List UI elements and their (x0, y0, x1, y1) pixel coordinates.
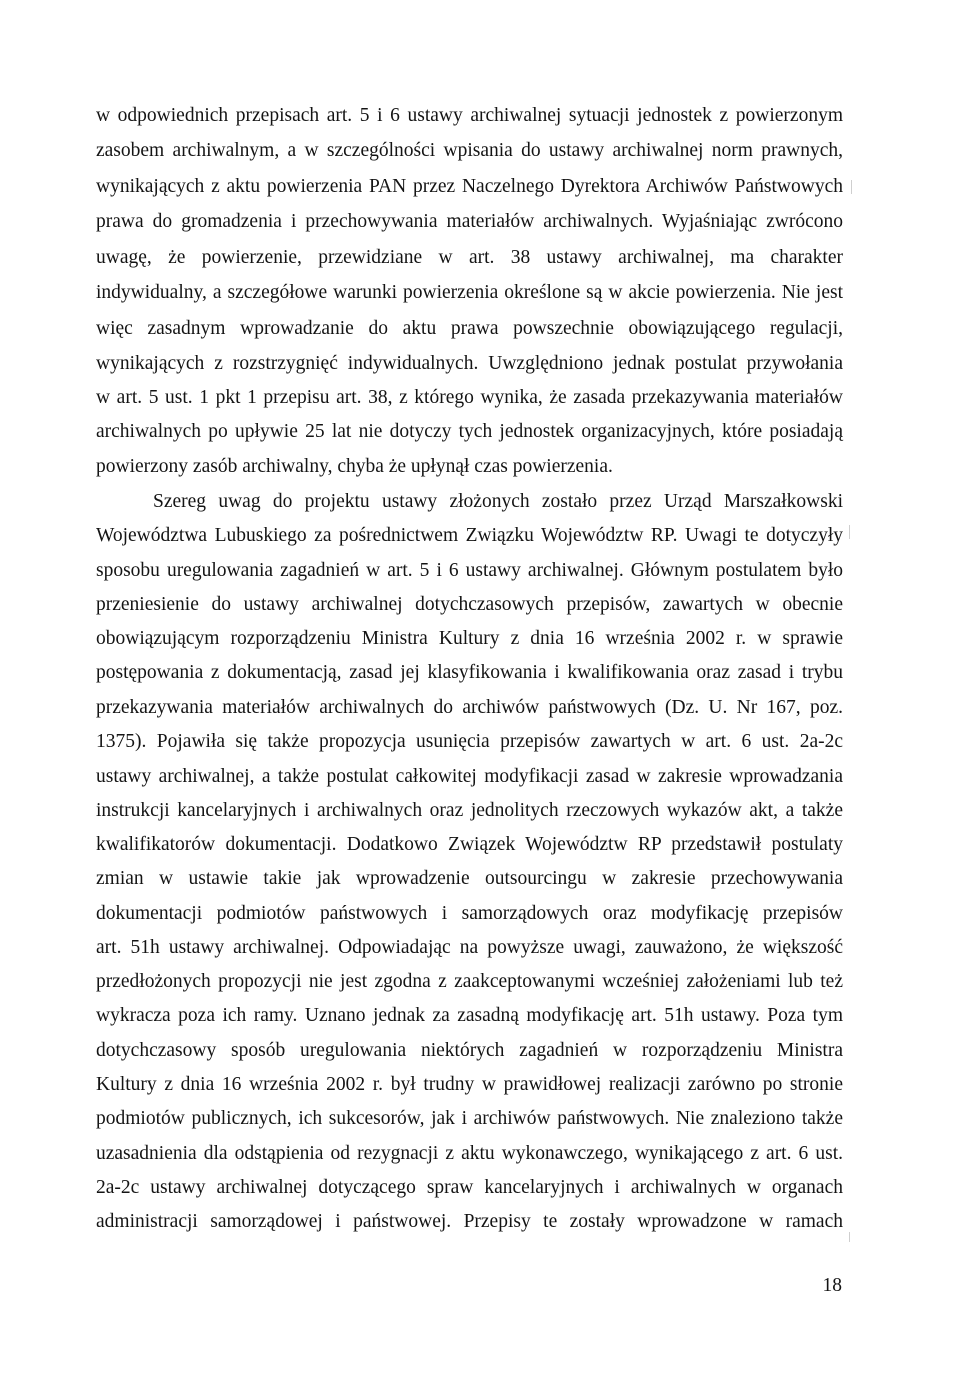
text-line: dokumentacji podmiotów państwowych i samorządowych oraz modyfikację przepisów (96, 903, 843, 924)
text-line: powierzony zasób archiwalny, chyba że upłynął czas powierzenia. (96, 456, 613, 477)
text-line: w odpowiednich przepisach art. 5 i 6 ustawy archiwalnej sytuacji jednostek z powierzonym (96, 105, 843, 126)
text-line: kwalifikatorów dokumentacji. Dodatkowo Związek Województw RP przedstawił postulaty (96, 834, 843, 855)
text-line: przekazywania materiałów archiwalnych do archiwów państwowych (Dz. U. Nr 167, poz. (96, 697, 843, 718)
text-line: wykracza poza ich ramy. Uznano jednak za zasadną modyfikację art. 51h ustawy. Poza tym (96, 1005, 843, 1026)
text-line: archiwalnych po upływie 25 lat nie dotyczy tych jednostek organizacyjnych, które posiadają (96, 421, 843, 442)
text-line: ustawy archiwalnej, a także postulat całkowitej modyfikacji zasad w zakresie wprowadzania (96, 766, 843, 787)
text-line: 2a-2c ustawy archiwalnej dotyczącego spraw kancelaryjnych i archiwalnych w organach (96, 1177, 843, 1198)
text-line: zmian w ustawie takie jak wprowadzenie outsourcingu w zakresie przechowywania (96, 868, 843, 889)
text-line: prawa do gromadzenia i przechowywania materiałów archiwalnych. Wyjaśniając zwrócono (96, 211, 843, 232)
text-line: dotychczasowy sposób uregulowania niektórych zagadnień w rozporządzeniu Ministra (96, 1040, 843, 1061)
text-line: obowiązującym rozporządzeniu Ministra Kultury z dnia 16 września 2002 r. w sprawie (96, 628, 843, 649)
text-line: wynikających z rozstrzygnięć indywidualnych. Uwzględniono jednak postulat przywołania (96, 353, 843, 374)
text-line: indywidualny, a szczegółowe warunki powierzenia określone są w akcie powierzenia. Nie jest (96, 282, 843, 303)
text-line: wynikających z aktu powierzenia PAN przez Naczelnego Dyrektora Archiwów Państwowych (96, 176, 843, 197)
text-line: zasobem archiwalnym, a w szczególności wpisania do ustawy archiwalnej norm prawnych, (96, 140, 843, 161)
text-line: uzasadnienia dla odstąpienia od rezygnacji z aktu wykonawczego, wynikającego z art. 6 ust. (96, 1143, 843, 1164)
text-line: Kultury z dnia 16 września 2002 r. był trudny w prawidłowej realizacji zarówno po stronie (96, 1074, 843, 1095)
text-line: postępowania z dokumentacją, zasad jej klasyfikowania i kwalifikowania oraz zasad i trybu (96, 662, 843, 683)
text-line: przeniesienie do ustawy archiwalnej dotychczasowych przepisów, zawartych w obecnie (96, 594, 843, 615)
text-line: art. 51h ustawy archiwalnej. Odpowiadając na powyższe uwagi, zauważono, że większość (96, 937, 843, 958)
text-line: uwagę, że powierzenie, przewidziane w art. 38 ustawy archiwalnej, ma charakter (96, 247, 843, 268)
text-line: sposobu uregulowania zagadnień w art. 5 i 6 ustawy archiwalnej. Głównym postulatem było (96, 560, 843, 581)
text-line: w art. 5 ust. 1 pkt 1 przepisu art. 38, z którego wynika, że zasada przekazywania materiałów (96, 387, 843, 408)
text-line: Województwa Lubuskiego za pośrednictwem Związku Województw RP. Uwagi te dotyczyły (96, 525, 843, 546)
text-line: administracji samorządowej i państwowej. Przepisy te zostały wprowadzone w ramach (96, 1211, 843, 1232)
text-line: instrukcji kancelaryjnych i archiwalnych oraz jednolitych rzeczowych wykazów akt, a także (96, 800, 843, 821)
page-number: 18 (822, 1275, 842, 1296)
scan-margin-mark (849, 525, 850, 539)
text-line: podmiotów publicznych, ich sukcesorów, jak i archiwów państwowych. Nie znaleziono także (96, 1108, 843, 1129)
text-line: przedłożonych propozycji nie jest zgodna z zaakceptowanymi wcześniej założeniami lub też (96, 971, 843, 992)
text-line: Szereg uwag do projektu ustawy złożonych zostało przez Urząd Marszałkowski (153, 491, 843, 512)
scan-margin-mark (851, 180, 852, 194)
scan-margin-mark (849, 1232, 850, 1242)
text-line: 1375). Pojawiła się także propozycja usunięcia przepisów zawartych w art. 6 ust. 2a-2c (96, 731, 843, 752)
text-line: więc zasadnym wprowadzanie do aktu prawa powszechnie obowiązującego regulacji, (96, 318, 843, 339)
